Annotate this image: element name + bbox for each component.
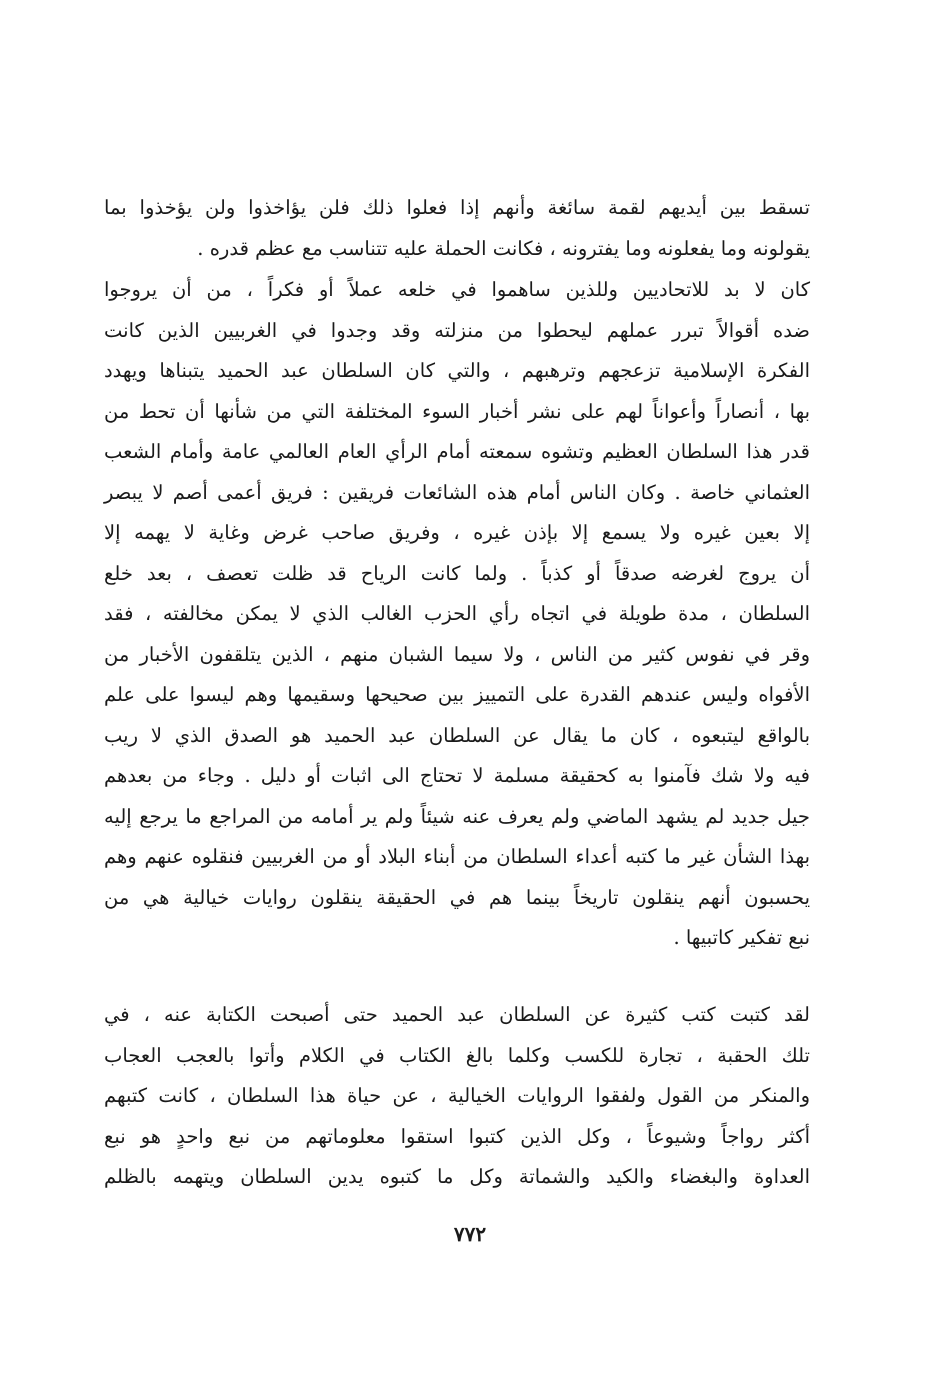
text-line: ضده أقوالاً تبرر عملهم ليحطوا من منزلته وقد وجدوا في الغربيين الذين كانت — [104, 318, 810, 342]
text-line: لقد كتبت كتب كثيرة عن السلطان عبد الحميد حتى أصبحت الكتابة عنه ، في — [104, 1003, 810, 1026]
text-line: السلطان ، مدة طويلة في اتجاه رأي الحزب الغالب الذي لا يمكن مخالفته ، فقد — [104, 602, 810, 625]
text-line: يحسبون أنهم ينقلون تاريخاً بينما هم في الحقيقة ينقلون روايات خيالية هي من — [104, 885, 810, 909]
text-line: فيه ولا شك فآمنوا به كحقيقة مسلمة لا تحتاج الى اثبات أو دليل . وجاء من بعدهم — [104, 764, 810, 787]
text-line: أن يروج لغرضه صدقاً أو كذباً . ولما كانت الرياح قد ظلت تعصف ، بعد خلع — [104, 561, 810, 585]
paragraph-1 — [104, 188, 810, 269]
text-line: وقر في نفوس كثير من الناس ، ولا سيما الشبان منهم ، الذين يتلقفون الأخبار من — [104, 642, 810, 666]
text-line: جيل جديد لم يشهد الماضي ولم يعرف عنه شيئاً ولم ير أمامه من المراجع ما يرجع إليه — [104, 804, 810, 828]
text-line: الفكرة الإسلامية تزعجهم وترهبهم ، والتي كان السلطان عبد الحميد يتبناها ويهدد — [104, 359, 810, 382]
page-number: ٧٧٢ — [453, 1222, 487, 1246]
text-line: إلا بعين غيره ولا يسمع إلا بإذن غيره ، وفريق صاحب غرض وغاية لا يهمه إلا — [104, 521, 810, 544]
paragraph-3 — [104, 995, 810, 1198]
text-line: أكثر رواجاً وشيوعاً ، وكل الذين كتبوا استقوا معلوماتهم من نبع واحدٍ هو نبع — [104, 1124, 810, 1148]
text-line: بالواقع ليتبعوه ، كان ما يقال عن السلطان عبد الحميد هو الصدق الذي لا ريب — [104, 723, 810, 747]
text-line: العثماني خاصة . وكان الناس أمام هذه الشائعات فريقين : فريق أعمى أصم لا يبصر — [104, 480, 810, 504]
text-line: قدر هذا السلطان العظيم وتشوه سمعته أمام الرأي العام العالمي عامة وأمام الشعب — [104, 440, 810, 463]
text-line: نبع تفكير كاتبيها . — [673, 926, 810, 949]
text-line: تلك الحقبة ، تجارة للكسب وكلما بالغ الكتاب في الكلام وأتوا بالعجب العجاب — [104, 1043, 810, 1067]
paragraph-2 — [104, 270, 810, 959]
text-line: والمنكر من القول ولفقوا الروايات الخيالية ، عن حياة هذا السلطان ، كانت كتبهم — [104, 1084, 810, 1107]
text-line: يقولونه وما يفعلونه وما يفترونه ، فكانت الحملة عليه تتناسب مع عظم قدره . — [197, 236, 810, 260]
text-line: بها ، أنصاراً وأعواناً لهم على نشر أخبار السوء المختلفة التي من شأنها أن تحط من — [104, 399, 810, 423]
text-line: بهذا الشأن غير ما كتبه أعداء السلطان من أبناء البلاد أو من الغربيين فنقلوه عنهم وهم — [104, 845, 810, 868]
text-line: العداوة والبغضاء والكيد والشماتة وكل ما كتبوه يدين السلطان ويتهمه بالظلم — [104, 1165, 810, 1188]
text-line: تسقط بين أيديهم لقمة سائغة وأنهم إذا فعلوا ذلك فلن يؤاخذوا ولن يؤخذوا بما — [104, 196, 810, 219]
text-line: الأفواه وليس عندهم القدرة على التمييز بين صحيحها وسقيمها وهم ليسوا على علم — [104, 683, 810, 706]
text-line: كان لا بد للاتحاديين وللذين ساهموا في خلعه عملاً أو فكراً ، من أن يروجوا — [104, 278, 810, 301]
